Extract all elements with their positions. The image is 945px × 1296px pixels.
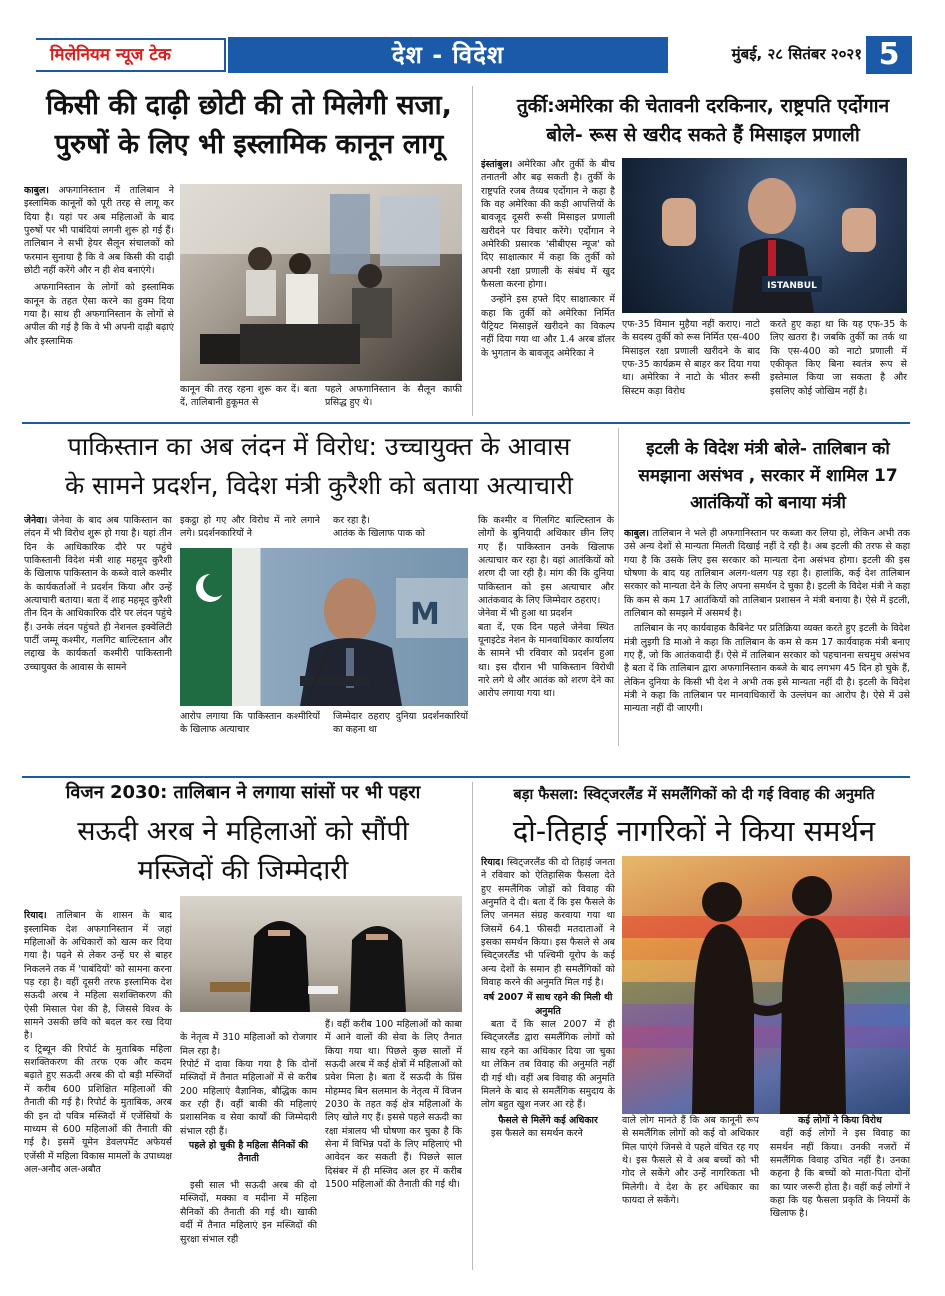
story3-col2-bottom: आरोप लगाया कि पाकिस्तान कश्मीरियों के खिलाफ अत्याचार xyxy=(180,711,320,736)
barber-salon-photo xyxy=(180,184,462,381)
story1-headline-line2: पुरुषों के लिए भी इस्लामिक कानून लागू xyxy=(54,129,444,161)
story2-headline xyxy=(478,92,928,149)
story5-kicker: विजन 2030: तालिबान ने लगाया सांसों पर भी पहरा xyxy=(65,782,421,803)
story4-headline-line1: इटली के विदेश मंत्री बोले- तालिबान को xyxy=(646,439,890,459)
story2-col1 xyxy=(481,158,615,416)
story4-text-p2: तालिबान के नए कार्यवाहक कैबिनेट पर प्रतिक्रिया व्यक्त करते हुए इटली के विदेश मंत्री लुइगी डि माओ ने कहा कि तालिबान के कम से कम 17 कार्यवाहक मंत्री बनाए गए हैं, जो कि आतंकवादी हैं। ऐसे में तालिबान सरकार को पहचानना सचमुच असंभव है बता दें कि तालिबान द्वारा अफगानिस्तान कब्जे के बाद लगभग 45 दिन हो चुके हैं, लेकिन दुनिया के किसी भी देश ने अभी तक इसे मान्यता नहीं दी है। इटली के विदेश मंत्री ने कहा कि तालिबान पर मानवाधिकारों के उल्लंघन का आरोप है। ऐसे में उसे मान्यता नहीं दी जाएगी। xyxy=(624,623,910,715)
story5-col2-text-p2: इसी साल भी सऊदी अरब की दो मस्जिदों, मक्का व मदीना में महिला सैनिकों की तैनाती की गई थी। खाकी वर्दी में तैनात महिलाएं इन मस्जिदों की सुरक्षा संभाल रही xyxy=(180,1180,317,1245)
svg-text:M: M xyxy=(410,597,440,632)
story4-headline xyxy=(622,436,914,518)
column-divider xyxy=(472,782,473,1270)
section-title: देश - विदेश xyxy=(228,37,668,73)
column-divider xyxy=(472,86,473,416)
story2-dateline: इंस्तांबुल। xyxy=(481,159,513,170)
story4-headline-line3: आतंकियों को बनाया मंत्री xyxy=(690,493,846,514)
erdogan-photo xyxy=(622,158,907,313)
story6-subhead-3: कई लोगों ने किया विरोध xyxy=(798,1115,882,1126)
story1-col2: कानून की तरह रहना शुरू कर दें। बता दें, तालिबानी हुकूमत से xyxy=(180,384,317,409)
brand-name: मिलेनियम न्यूज टेक xyxy=(36,38,226,72)
story3-dateline: जेनेवा। xyxy=(24,515,48,526)
story5-col2 xyxy=(180,1018,317,1268)
story3-col3-bottom: जिम्मेदार ठहराए दुनिया प्रदर्शनकारियों का कहना था xyxy=(333,711,468,736)
story1-dateline: काबुल। xyxy=(24,185,49,196)
qureshi-photo xyxy=(180,548,468,706)
page-number: 5 xyxy=(866,36,912,74)
story3-text: जेनेवा के बाद अब पाकिस्तान का लंदन में भी विरोध शुरू हो गया है। यहां तीन दिन के आधिकारिक दौरे पर पहुंचे पाकिस्तानी विदेश मंत्री शाह महमूद कुरैशी के खिलाफ पाकिस्तान के कब्जे वाले कश्मीर के कार्यकर्ताओं ने प्रदर्शन किया और उन्हें अत्याचारी बताया। बता दें शाह महमूद कुरैशी तीन दिन के आधिकारिक दौरे पर लंदन पहुंचे हैं। उनके लंदन पहुंचते ही नेशनल इक्वेलिटी पार्टी जम्मू कश्मीर, गलगिट बाल्टिस्तान और लद्दाख के कार्यकर्ता कश्मीरी पाकिस्तानी उच्चायुक्त के आवास के सामने xyxy=(24,515,172,673)
story6-text-p2: बता दें कि साल 2007 में ही स्विट्जरलैंड द्वारा समलैंगिक लोगों को साथ रहने का अधिकार दिया जा चुका था लेकिन तब विवाह की अनुमति नहीं दी गई थी। वहीं अब विवाह की अनुमति मिलने के बाद से समलैंगिक समुदाय के लोग बहुत खुश नजर आ रहे हैं। xyxy=(481,1019,615,1111)
story4-text-p1: तालिबान ने भले ही अफगानिस्तान पर कब्जा कर लिया हो, लेकिन अभी तक उसे अन्य देशों से मान्यता मिलती दिखाई नहीं दे रही है। अब इटली की तरफ से कहा गया है कि उसके लिए इस सरकार को मान्यता देना असंभव होगा। इटली की इस घोषणा के बाद यह तालिबान अलग-थलग पड़ रहा है। हालांकि, कई देश तालिबान सरकार को मान्यता देने के लिए अपना समर्थन दे चुका है। इटली के विदेश मंत्री ने कहा कि कम से कम 17 आतंकियों को तालिबान प्रशासन ने मंत्री बनाया है। ऐसे में इटली, तालिबान को समझने में असमर्थ है। xyxy=(624,528,910,620)
issue-date: मुंबई, २८ सितंबर २०२१ xyxy=(731,45,862,63)
story6-kicker: बड़ा फैसला: स्विट्जरलैंड में समलैंगिकों को दी गई विवाह की अनुमति xyxy=(513,787,875,803)
story3-headline-line1: पाकिस्तान का अब लंदन में विरोध: उच्चायुक्त के आवास xyxy=(67,432,571,461)
story3-col3-top: कर रहा है। आतंक के खिलाफ पाक को xyxy=(333,515,425,540)
story1-text-p1: अफगानिस्तान में तालिबान ने इस्लामिक कानूनों को पूरी तरह से लागू कर दिया है। यहां पर अब महिलाओं के बाद पुरुषों पर भी पाबंदियां लगनी शुरू हो गई हैं। तालिबान ने सभी हेयर सैलून संचालकों को फरमान सुनाया है कि वे अब किसी की दाढ़ी छोटी नहीं करेंगे और न ही शेव बनाएंगे। xyxy=(24,185,174,277)
story3-col2-top: इकट्ठा हो गए और विरोध में नारे लगाने लगे। प्रदर्शनकारियों ने xyxy=(180,515,320,540)
section-rule xyxy=(22,422,910,424)
story5-headline-line1: सऊदी अरब ने महिलाओं को सौंपी xyxy=(77,816,409,847)
story1-headline-line1: किसी की दाढ़ी छोटी की तो मिलेगी सजा, xyxy=(46,90,452,121)
story1-col1 xyxy=(24,184,174,400)
story2-col2: एफ-35 विमान मुहैया नहीं कराए। नाटो के सदस्य तुर्की को रूस निर्मित एस-400 मिसाइल रक्षा प्रणाली खरीदने के बाद एफ-35 कार्यक्रम से बाहर कर दिया गया था। अमेरिका ने नाटो के भीतर रूसी सिस्टम कड़ा विरोध xyxy=(622,319,760,397)
story6-text-p3: इस फैसले का समर्थन करने xyxy=(491,1127,583,1139)
story6-dateline: रियाद। xyxy=(481,857,504,868)
story2-headline-line1: तुर्की:अमेरिका की चेतावनी दरकिनार, राष्ट्रपति एर्दोगान xyxy=(516,95,890,117)
story5-col2-text: के नेतृत्व में 310 महिलाओं को रोजगार मिल रहा है। रिपोर्ट में दावा किया गया है कि दोनों मस्जिदों में तैनात महिलाओं में से करीब 200 महिलाएं वैज्ञानिक, बौद्धिक काम कर रही हैं। वहीं बाकी की महिलाएं प्रशासनिक व सेवा कार्यों की जिम्मेदारी संभाल रही हैं। xyxy=(180,1032,317,1137)
silhouette-couple-photo xyxy=(622,856,910,1114)
story6-text: स्विट्जरलैंड की दो तिहाई जनता ने रविवार को ऐतिहासिक फैसला देते हुए समलैंगिक जोड़ों को विवाह की अनुमति दे दी। बता दें कि इस फैसले के लिए जनमत संग्रह करवाया गया था जिसमें 64.1 फीसदी मतदाताओं ने इसका समर्थन किया। इस फैसले से अब स्विट्जरलैंड भी पश्चिमी यूरोप के कई अन्य देशों के समान ही समलैंगिकों को विवाह करने की अनुमति मिल गई है। xyxy=(481,857,615,989)
story6-col3-bottom xyxy=(770,1114,910,1268)
story6-headline: दो-तिहाई नागरिकों ने किया समर्थन xyxy=(512,814,876,848)
column-divider xyxy=(618,428,619,746)
story6-col1 xyxy=(481,856,615,1268)
saudi-women-photo xyxy=(180,896,462,1012)
story6-col2-bottom: वाले लोग मानते हैं कि अब कानूनी रूप से समलैंगिक लोगों को कई वो अधिकार मिल पाएंगे जिनसे वे पहले वंचित रह गए थे। इस फैसले से वे अब बच्चों को भी गोद ले सकेंगे और उन्हें नागरिकता भी मिलेगी। वे देश के हर अधिकार का फायदा ले सकेंगे। xyxy=(622,1115,759,1207)
story3-col4: कि कश्मीर व गिलगिट बाल्टिस्तान के लोगों के बुनियादी अधिकार छीन लिए गए हैं। पाकिस्तान उनके खिलाफ अत्याचार कर रहा है। वहां आतंकियों को शरण दी जा रही है। मांग की कि दुनिया पाकिस्तान को इस अत्याचार और आतंकवाद के लिए जिम्मेदार ठहराए। जेनेवा में भी हुआ था प्रदर्शन बता दें, एक दिन पहले जेनेवा स्थित यूनाइटेड नेशन के मानवाधिकार कार्यालय के सामने भी रविवार को प्रदर्शन हुआ था। इस दौरान भी पाकिस्तान विरोधी नारे लगे थे और आतंक को शरण देने का आरोप लगाया गया था। xyxy=(478,515,614,700)
story4-dateline: काबुल। xyxy=(624,528,649,539)
story6-col3-text: वहीं कई लोगों ने इस विवाह का समर्थन नहीं किया। उनकी नजरों में समलैंगिक विवाह उचित नहीं है। उनका कहना है कि बच्चों को माता-पिता दोनों का प्यार जरूरी होता है। वहीं कई लोगों ने कहा कि यह फैसला प्रकृति के नियमों के खिलाफ है। xyxy=(770,1128,910,1220)
story5-text: तालिबान के शासन के बाद इस्लामिक देश अफगानिस्तान में जहां महिलाओं के अधिकारों को खत्म कर दिया गया है। पढ़ने से लेकर उन्हें घर से बाहर निकलने तक में 'पाबंदियों' को सामना करना पड़ रहा है। वहीं दूसरी तरफ इस्लामिक देश सऊदी अरब ने महिला सशक्तिकरण की ऐसी मिसाल पेश की है, जिससे विश्व के सामने उसकी छवि को बदल कर रख दिया है। द ट्रिब्यून की रिपोर्ट के मुताबिक महिला सशक्तिकरण की तरफ एक और कदम बढ़ाते हुए सऊदी अरब की दो बड़ी मस्जिदों में करीब 600 प्रशिक्षित महिलाओं की तैनाती की गई है। रिपोर्ट के मुताबिक, अरब की इन दो पवित्र मस्जिदों में एजेंसियों के माध्यम से 600 महिलाओं की तैनाती की गई है। इसमें यूमेन डेवलपमेंट अफेयर्स एजेंसी में महिला विकास मामलों के उपाध्यक्ष अल-अनौद अल-अबौत xyxy=(24,910,172,1175)
story6-subhead-2: फैसले से मिलेंगे कई अधिकार xyxy=(498,1114,598,1126)
story2-headline-line2: बोले- रूस से खरीद सकते हैं मिसाइल प्रणाली xyxy=(546,123,860,146)
story3-headline-line2: के सामने प्रदर्शन, विदेश मंत्री कुरैशी को बताया अत्याचारी xyxy=(64,470,574,500)
story1-headline xyxy=(24,86,474,164)
story6-subhead-1: वर्ष 2007 में साथ रहने की मिली थी अनुमति xyxy=(483,992,613,1017)
masthead xyxy=(0,34,945,78)
story2-text-p2: उन्होंने इस हफ्ते दिए साक्षात्कार में कहा कि तुर्की को अमेरिका निर्मित पैट्रियट मिसाइलें खरीदने का विकल्प नहीं दिया गया था और 1.4 अरब डॉलर के भुगतान के बावजूद अमेरिका ने xyxy=(481,294,615,359)
story4-headline-line2: समझाना असंभव , सरकार में शामिल 17 xyxy=(638,466,898,487)
story5-col3: हैं। वहीं करीब 100 महिलाओं को काबा में आने वालों की सेवा के लिए तैनात किया गया था। पिछले कुछ सालों में सऊदी अरब में कई क्षेत्रों में महिलाओं को प्रवेश मिला है। बता दें सऊदी के प्रिंस मोहम्मद बिन सलमान के नेतृत्व में विजन 2030 के तहत कई क्षेत्र महिलाओं के लिए खोले गए हैं। इससे पहले सऊदी का रक्षा मंत्रालय भी घोषणा कर चुका है कि सेना में विभिन्न पदों के लिए महिलाएं भी आवेदन कर सकती हैं। पिछले साल दिसंबर में ही मस्जिद अल हर में करीब 1500 महिलाओं की तैनाती की गई थी। xyxy=(325,1019,462,1191)
story2-text-p1: अमेरिका और तुर्की के बीच तनातनी और बढ़ सकती है। तुर्की के राष्ट्रपति रजब तैय्यब एर्दोगान ने कहा है कि वह अमेरिका की कड़ी आपत्तियों के बावजूद दूसरी रूसी मिसाइल प्रणाली खरीदने पर विचार करेंगे। एर्दोगान ने अमेरिकी प्रसारक 'सीबीएस न्यूज' को दिए साक्षात्कार में कहा कि तुर्की को अपनी रक्षा प्रणाली के संबंध में खुद फैसला करना होगा। xyxy=(481,159,615,291)
story5-headline xyxy=(24,812,462,890)
story5-subhead: पहले हो चुकी है महिला सैनिकों की तैनाती xyxy=(188,1140,309,1165)
story2-col3: करते हुए कहा था कि यह एफ-35 के लिए खतरा है। जबकि तुर्की का तर्क था कि एस-400 को नाटो प्रणाली में एकीकृत किए बिना स्वतंत्र रूप से इस्तेमाल किया जा सकता है और इसलिए कोई जोखिम नहीं है। xyxy=(770,319,907,397)
istanbul-label: ISTANBUL xyxy=(767,281,817,291)
story1-text-p2: अफगानिस्तान के लोगों को इस्लामिक कानून के तहत ऐसा करने का हुक्म दिया गया है। साथ ही अफगानिस्तान के लोगों से अपील की गई है कि वे भी अपनी दाढ़ी बढ़ाएं और इस्लामिक xyxy=(24,282,174,347)
story3-headline xyxy=(24,428,614,506)
story5-dateline: रियाद। xyxy=(24,910,47,922)
story1-col3: पहले अफगानिस्तान के सैलून काफी प्रसिद्ध हुए थे। xyxy=(325,384,462,409)
story5-col1 xyxy=(24,896,172,1268)
section-rule xyxy=(22,776,910,778)
story5-headline-line2: मस्जिदों की जिम्मेदारी xyxy=(137,855,349,887)
story3-col1 xyxy=(24,514,172,772)
story4-body xyxy=(624,527,910,747)
